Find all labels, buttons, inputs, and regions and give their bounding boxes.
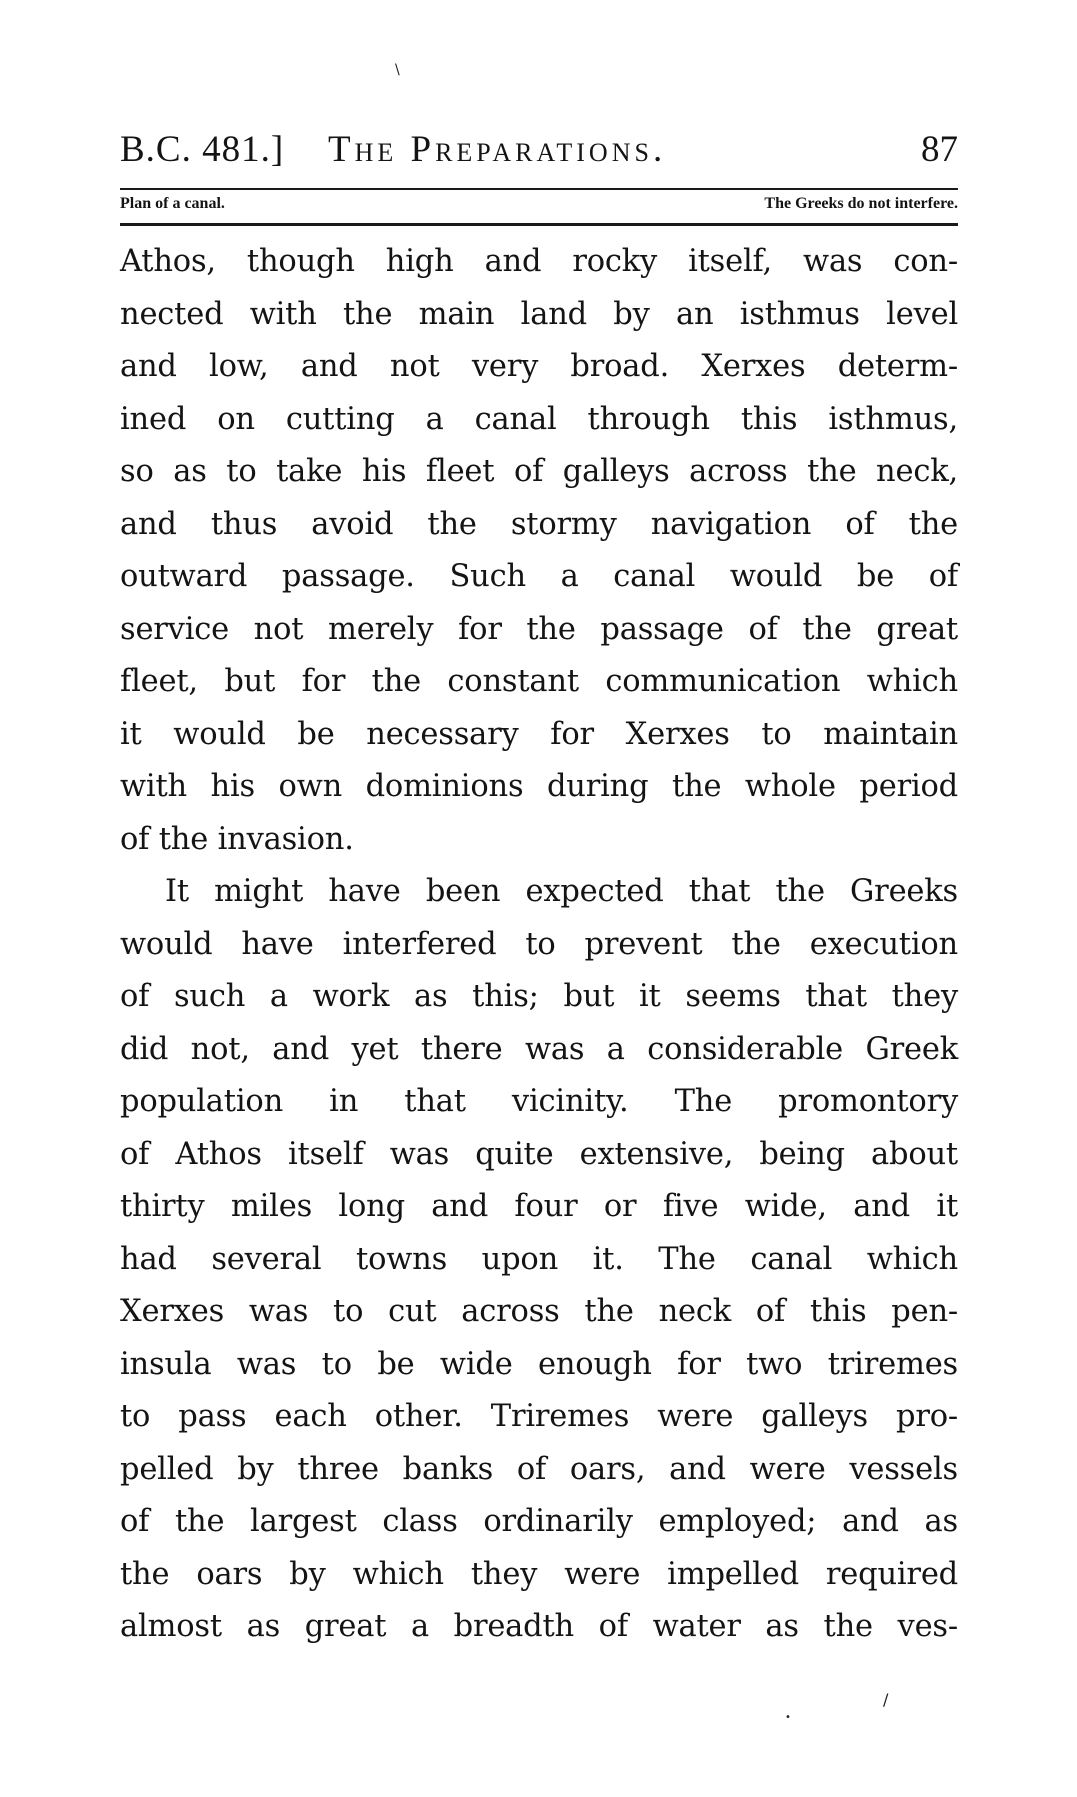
scan-speck: •: [785, 1712, 791, 1723]
scan-speck: /: [883, 1690, 889, 1709]
text-line: Athos, though high and rocky itself, was con-: [120, 244, 958, 279]
paragraph-1: [120, 236, 958, 866]
header-title: The Preparations.: [328, 129, 667, 170]
running-header: [120, 128, 958, 182]
text-line: population in that vicinity. The promontory: [120, 1084, 958, 1119]
text-line: it would be necessary for Xerxes to maintain: [120, 716, 958, 752]
sidenote-right: The Greeks do not interfere.: [764, 195, 958, 212]
text-line: Xerxes was to cut across the neck of this pen-: [120, 1294, 958, 1329]
header-date: B.C. 481.]: [120, 129, 285, 170]
text-line: so as to take his fleet of galleys across the neck,: [120, 454, 958, 489]
text-line: would have interfered to prevent the execution: [120, 926, 958, 962]
page-number: 87: [921, 129, 958, 170]
body-text: [120, 236, 958, 1654]
text-line: of such a work as this; but it seems that they: [120, 979, 958, 1014]
text-line: outward passage. Such a canal would be of: [120, 559, 958, 594]
text-line: of the invasion.: [120, 821, 354, 857]
sidenote-rule: [120, 223, 958, 226]
text-line: ined on cutting a canal through this isthmus,: [120, 401, 958, 437]
text-line: thirty miles long and four or five wide, and it: [120, 1189, 958, 1224]
text-line: and thus avoid the stormy navigation of the: [120, 506, 958, 542]
text-line: pelled by three banks of oars, and were vessels: [120, 1451, 958, 1487]
text-line: insula was to be wide enough for two triremes: [120, 1346, 958, 1382]
text-line: the oars by which they were impelled required: [120, 1556, 958, 1592]
text-line: of the largest class ordinarily employed; and as: [120, 1504, 958, 1539]
text-line: service not merely for the passage of the great: [120, 611, 958, 647]
text-line: had several towns upon it. The canal which: [120, 1241, 958, 1277]
text-line: to pass each other. Triremes were galleys pro-: [120, 1399, 958, 1434]
text-line: of Athos itself was quite extensive, being about: [120, 1136, 958, 1172]
text-line: It might have been expected that the Greeks: [165, 874, 958, 909]
text-line: with his own dominions during the whole period: [120, 769, 958, 804]
header-rule: [120, 188, 958, 190]
text-line: and low, and not very broad. Xerxes determ-: [120, 349, 958, 384]
text-line: fleet, but for the constant communication which: [120, 664, 958, 699]
sidenote-bar: [120, 195, 958, 223]
paragraph-2: [120, 866, 958, 1654]
text-line: almost as great a breadth of water as the ves-: [120, 1609, 958, 1644]
text-line: did not, and yet there was a considerable Greek: [120, 1031, 958, 1067]
sidenote-left: Plan of a canal.: [120, 195, 225, 212]
scan-speck: \: [395, 62, 400, 78]
text-line: nected with the main land by an isthmus level: [120, 296, 958, 332]
